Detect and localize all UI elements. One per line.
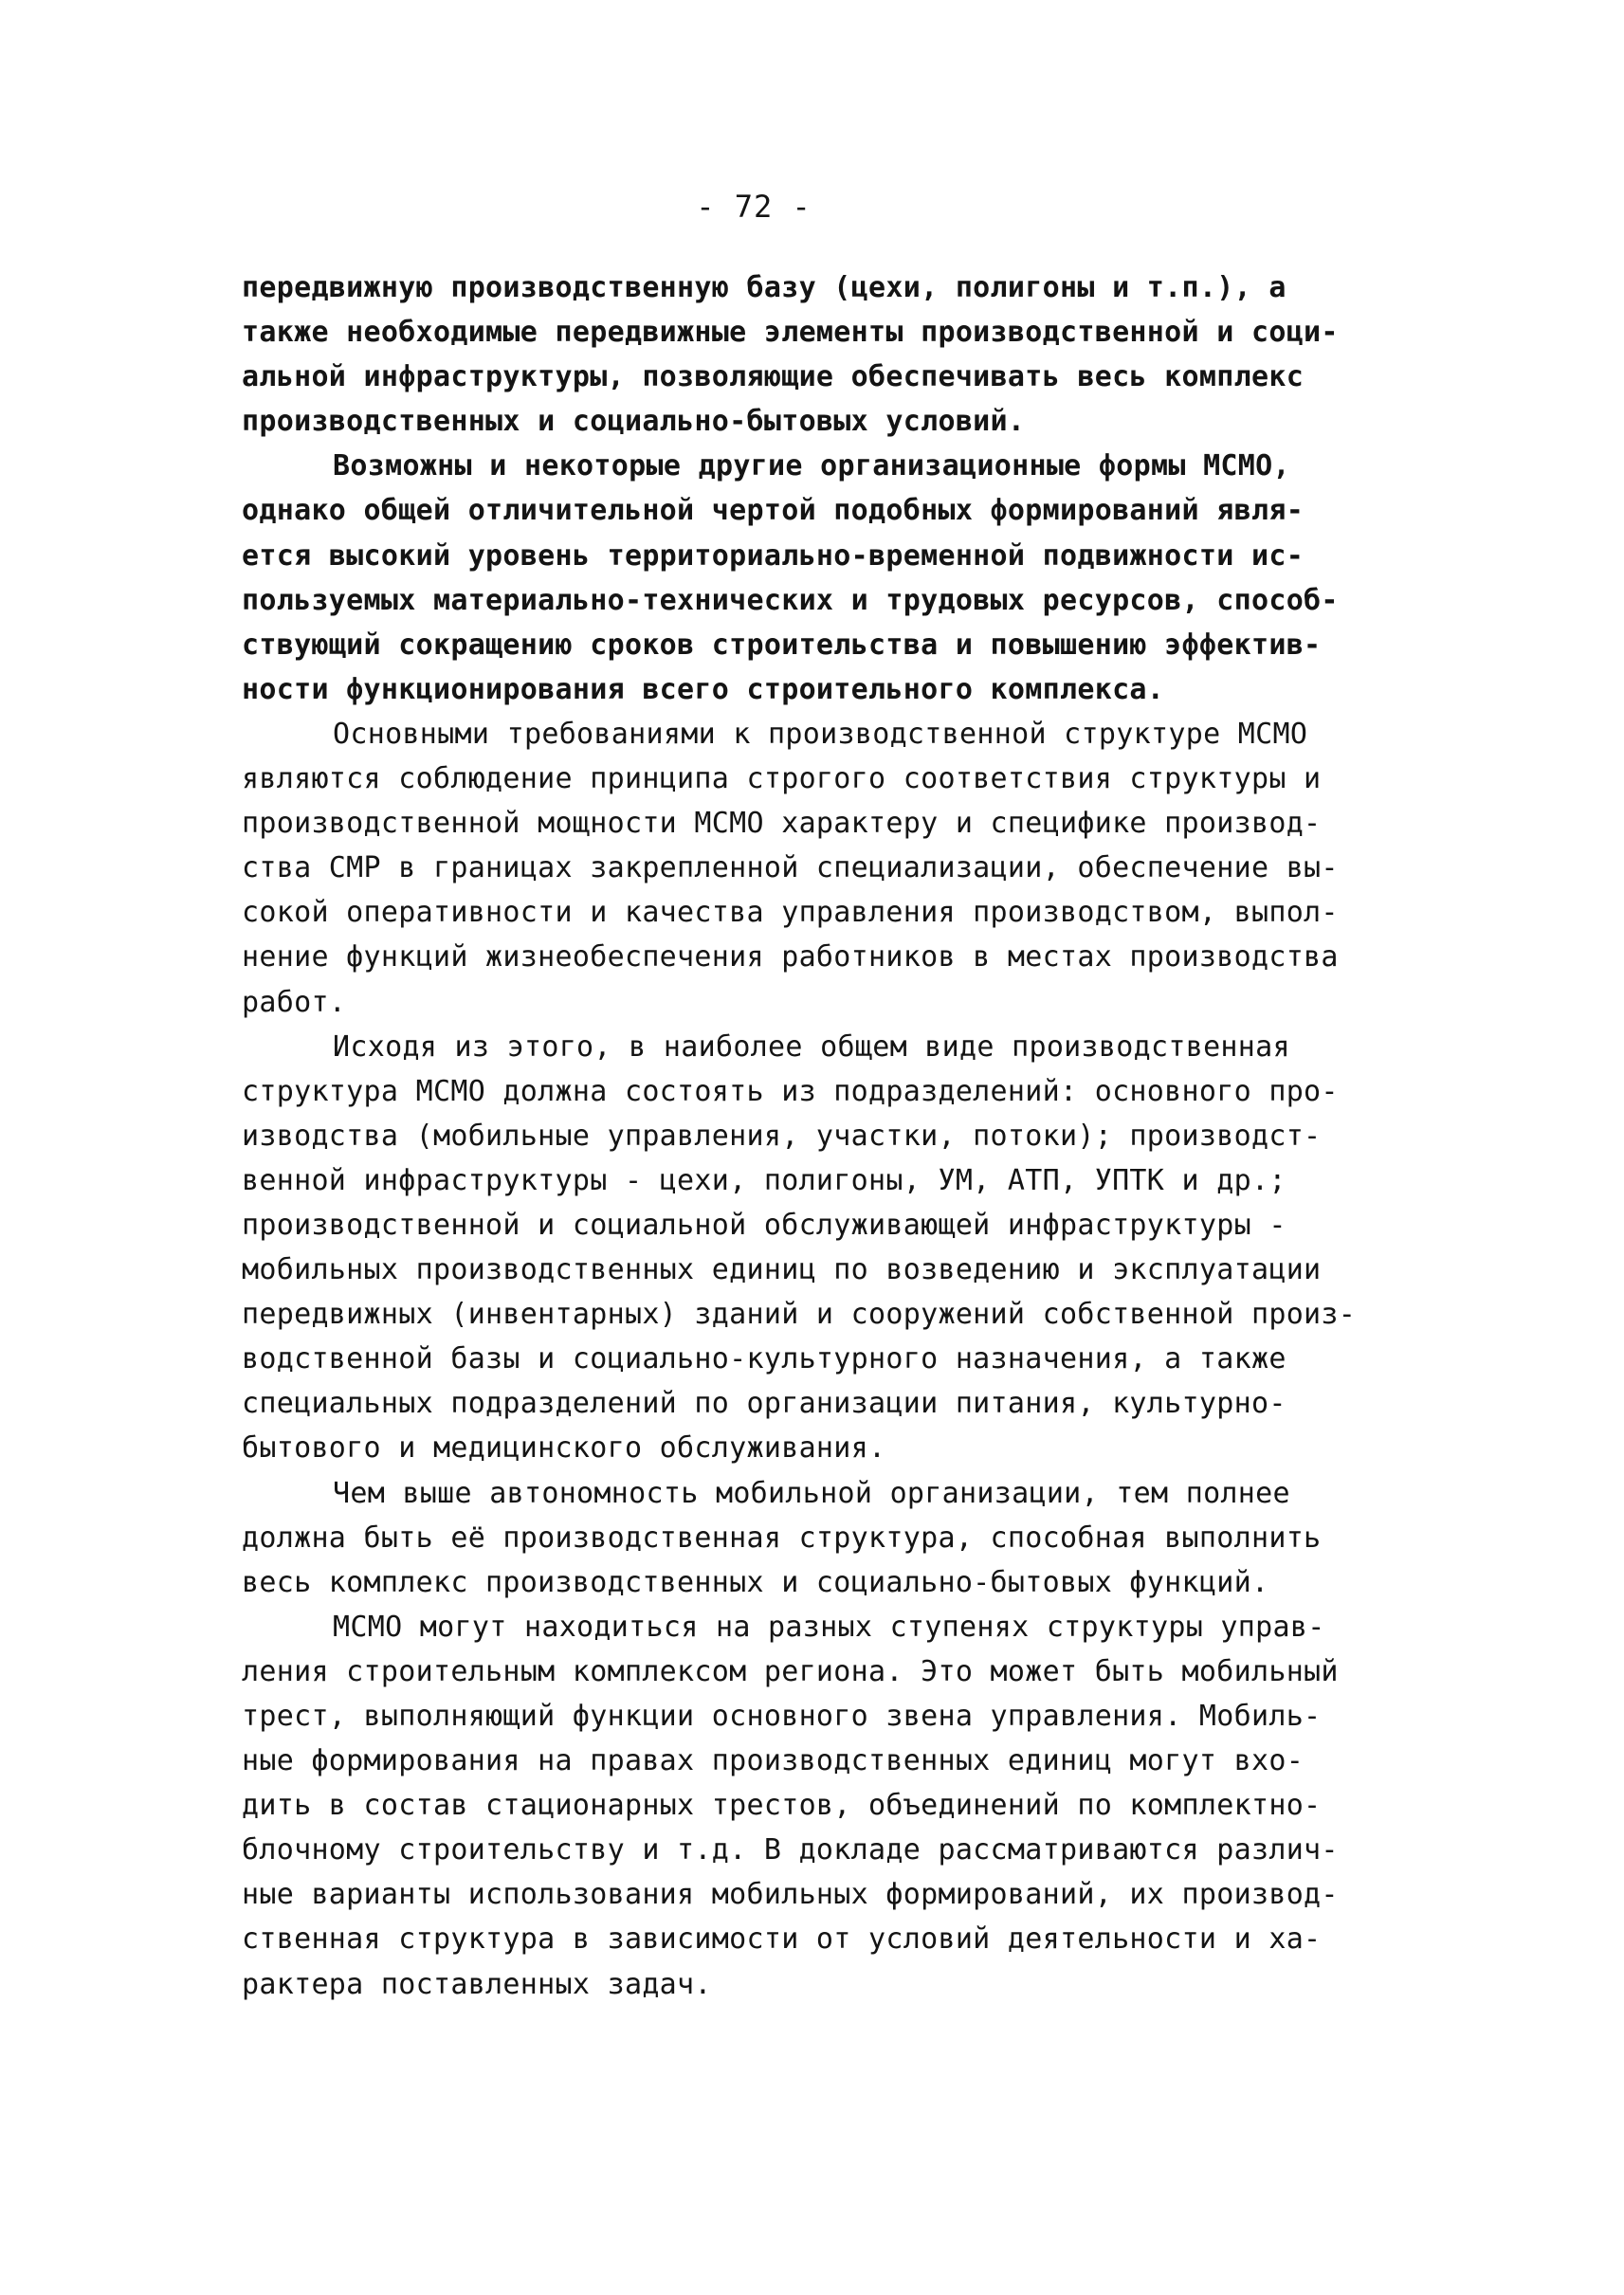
text-line: ные формирования на правах производственных единиц могут вхо- [242, 1744, 1305, 1778]
paragraph [242, 1025, 1427, 1471]
text-line: Исходя из этого, в наиболее общем виде производственная [333, 1029, 1290, 1064]
page-number: - 72 - [696, 189, 812, 225]
text-line: передвижную производственную базу (цехи, полигоны и т.п.), а [242, 271, 1286, 304]
text-line: изводства (мобильные управления, участки, потоки); производст- [242, 1119, 1322, 1153]
text-line: МСМО могут находиться на разных ступенях структуры управ- [333, 1610, 1325, 1644]
text-line: бытового и медицинского обслуживания. [242, 1431, 886, 1466]
body-text [242, 265, 1427, 2007]
paragraph [242, 265, 1427, 444]
text-line: являются соблюдение принципа строгого соответствия структуры и [242, 762, 1322, 796]
text-line: однако общей отличительной чертой подобных формирований явля- [242, 494, 1305, 528]
text-line: структура МСМО должна состоять из подразделений: основного про- [242, 1074, 1339, 1108]
text-line: ства СМР в границах закрепленной специализации, обеспечение вы- [242, 851, 1339, 885]
text-line: ствующий сокращению сроков строительства и повышению эффектив- [242, 628, 1322, 662]
text-line: специальных подразделений по организации питания, культурно- [242, 1387, 1286, 1421]
text-line: ственная структура в зависимости от условий деятельности и ха- [242, 1922, 1322, 1957]
text-line: производственных и социально-бытовых условий. [242, 405, 1026, 439]
text-line: должна быть её производственная структура, способная выполнить [242, 1521, 1322, 1555]
text-line: ется высокий уровень территориально-временной подвижности ис- [242, 538, 1305, 573]
text-line: ления строительным комплексом региона. Это может быть мобильный [242, 1654, 1339, 1688]
text-line: производственной мощности МСМО характеру и специфике производ- [242, 807, 1322, 841]
text-line: производственной и социальной обслуживающей инфраструктуры - [242, 1208, 1286, 1242]
text-line: водственной базы и социально-культурного назначения, а также [242, 1342, 1286, 1376]
text-line: весь комплекс производственных и социально-бытовых функций. [242, 1565, 1269, 1599]
text-line: дить в состав стационарных трестов, объединений по комплектно- [242, 1789, 1322, 1823]
paragraph [242, 1605, 1427, 2007]
paragraph [242, 712, 1427, 1025]
text-line: трест, выполняющий функции основного звена управления. Мобиль- [242, 1700, 1322, 1733]
text-line: Основными требованиями к производственной структуре МСМО [333, 717, 1308, 751]
text-line: пользуемых материально-технических и трудовых ресурсов, способ- [242, 583, 1339, 617]
text-line: сокой оперативности и качества управления производством, выпол- [242, 896, 1339, 930]
text-line: работ. [242, 985, 347, 1019]
text-line: альной инфраструктуры, позволяющие обеспечивать весь комплекс [242, 360, 1305, 394]
text-line: венной инфраструктуры - цехи, полигоны, УМ, АТП, УПТК и др.; [242, 1163, 1286, 1197]
text-line: передвижных (инвентарных) зданий и сооружений собственной произ- [242, 1298, 1357, 1332]
text-line: Чем выше автономность мобильной организации, тем полнее [333, 1476, 1290, 1510]
text-line: мобильных производственных единиц по возведению и эксплуатации [242, 1253, 1322, 1287]
text-line: блочному строительству и т.д. В докладе рассматриваются различ- [242, 1833, 1339, 1867]
text-line: Возможны и некоторые другие организационные формы МСМО, [333, 449, 1290, 483]
text-line: рактера поставленных задач. [242, 1967, 712, 2001]
text-line: ности функционирования всего строительного комплекса. [242, 672, 1165, 706]
paragraph [242, 1471, 1427, 1605]
text-line: также необходимые передвижные элементы производственной и соци- [242, 316, 1339, 350]
text-line: ные варианты использования мобильных формирований, их производ- [242, 1878, 1339, 1912]
text-line: нение функций жизнеобеспечения работников в местах производства [242, 940, 1339, 974]
paragraph [242, 444, 1427, 712]
